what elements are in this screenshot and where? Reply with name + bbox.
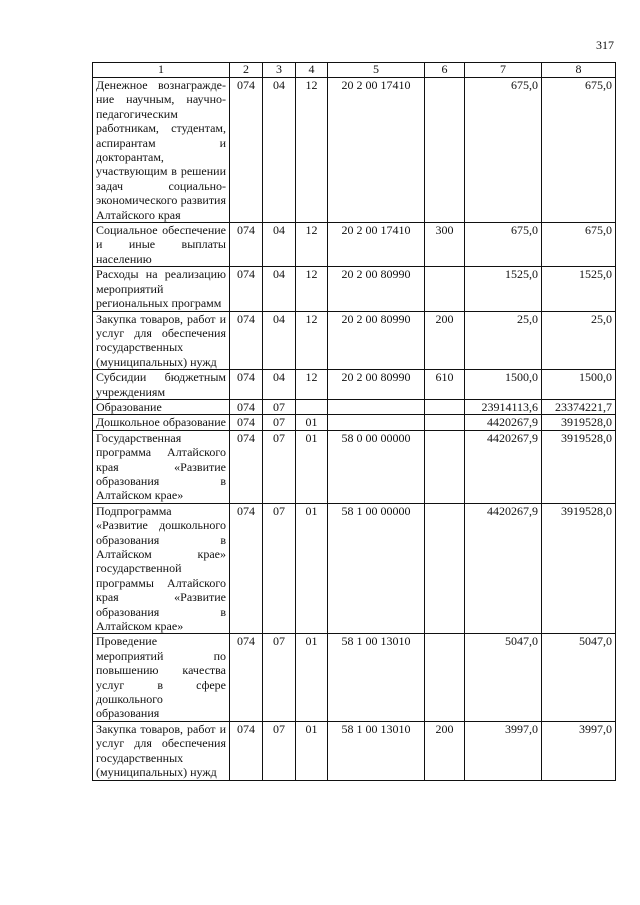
amount-year-2: 3919528,0 bbox=[542, 415, 616, 430]
page-number: 317 bbox=[596, 38, 614, 52]
target-article-code: 20 2 00 17410 bbox=[328, 78, 425, 223]
amount-year-2: 675,0 bbox=[542, 78, 616, 223]
column-header: 3 bbox=[263, 63, 296, 78]
expense-type-code bbox=[425, 399, 465, 414]
column-header: 7 bbox=[465, 63, 542, 78]
table-row bbox=[93, 267, 616, 311]
amount-year-1: 675,0 bbox=[465, 78, 542, 223]
target-article-code: 58 0 00 00000 bbox=[328, 430, 425, 503]
target-article-code: 58 1 00 13010 bbox=[328, 721, 425, 780]
amount-year-2: 3997,0 bbox=[542, 721, 616, 780]
section-code: 07 bbox=[263, 503, 296, 634]
expense-type-code bbox=[425, 415, 465, 430]
expense-type-code: 610 bbox=[425, 370, 465, 400]
amount-year-1: 4420267,9 bbox=[465, 503, 542, 634]
table-row bbox=[93, 399, 616, 414]
target-article-code bbox=[328, 399, 425, 414]
section-code: 07 bbox=[263, 399, 296, 414]
column-header: 4 bbox=[296, 63, 328, 78]
section-code: 07 bbox=[263, 430, 296, 503]
ministry-code: 074 bbox=[230, 78, 263, 223]
amount-year-1: 4420267,9 bbox=[465, 415, 542, 430]
item-name: Подпрограмма «Развитие дошкольного образования в Алтайском крае» государственной программы Алтайского края «Развитие образования в Алтайском крае» bbox=[93, 503, 230, 634]
item-name: Образование bbox=[93, 399, 230, 414]
ministry-code: 074 bbox=[230, 311, 263, 370]
column-header: 1 bbox=[93, 63, 230, 78]
section-code: 07 bbox=[263, 634, 296, 721]
ministry-code: 074 bbox=[230, 415, 263, 430]
target-article-code bbox=[328, 415, 425, 430]
target-article-code: 20 2 00 80990 bbox=[328, 311, 425, 370]
subsection-code: 01 bbox=[296, 721, 328, 780]
amount-year-1: 5047,0 bbox=[465, 634, 542, 721]
target-article-code: 58 1 00 13010 bbox=[328, 634, 425, 721]
item-name: Субсидии бюджетным учреждениям bbox=[93, 370, 230, 400]
amount-year-2: 25,0 bbox=[542, 311, 616, 370]
budget-table bbox=[92, 62, 616, 781]
section-code: 04 bbox=[263, 311, 296, 370]
column-header: 5 bbox=[328, 63, 425, 78]
table-row bbox=[93, 415, 616, 430]
subsection-code: 12 bbox=[296, 311, 328, 370]
ministry-code: 074 bbox=[230, 399, 263, 414]
amount-year-2: 675,0 bbox=[542, 223, 616, 267]
section-code: 04 bbox=[263, 267, 296, 311]
expense-type-code bbox=[425, 430, 465, 503]
amount-year-2: 1500,0 bbox=[542, 370, 616, 400]
item-name: Дошкольное образование bbox=[93, 415, 230, 430]
amount-year-2: 3919528,0 bbox=[542, 430, 616, 503]
table-row bbox=[93, 634, 616, 721]
table-row bbox=[93, 503, 616, 634]
amount-year-1: 4420267,9 bbox=[465, 430, 542, 503]
table-row bbox=[93, 370, 616, 400]
expense-type-code bbox=[425, 267, 465, 311]
section-code: 04 bbox=[263, 370, 296, 400]
expense-type-code: 300 bbox=[425, 223, 465, 267]
item-name: Денежное вознаграждение научным, научно-педагогическим работникам, студентам, аспирантам и докторантам, участвующим в решении задач социально-экономического развития Алтайского края bbox=[93, 78, 230, 223]
column-header: 2 bbox=[230, 63, 263, 78]
amount-year-2: 1525,0 bbox=[542, 267, 616, 311]
ministry-code: 074 bbox=[230, 721, 263, 780]
subsection-code: 01 bbox=[296, 503, 328, 634]
amount-year-1: 1525,0 bbox=[465, 267, 542, 311]
item-name: Закупка товаров, работ и услуг для обеспечения государственных (муниципальных) нужд bbox=[93, 721, 230, 780]
table-row bbox=[93, 721, 616, 780]
target-article-code: 58 1 00 00000 bbox=[328, 503, 425, 634]
item-name: Государственная программа Алтайского края «Развитие образования в Алтайском крае» bbox=[93, 430, 230, 503]
section-code: 04 bbox=[263, 223, 296, 267]
table-row bbox=[93, 311, 616, 370]
item-name: Закупка товаров, работ и услуг для обеспечения государственных (муниципальных) нужд bbox=[93, 311, 230, 370]
expense-type-code bbox=[425, 634, 465, 721]
expense-type-code: 200 bbox=[425, 311, 465, 370]
amount-year-2: 3919528,0 bbox=[542, 503, 616, 634]
subsection-code: 12 bbox=[296, 370, 328, 400]
ministry-code: 074 bbox=[230, 267, 263, 311]
ministry-code: 074 bbox=[230, 503, 263, 634]
table-row bbox=[93, 78, 616, 223]
amount-year-1: 1500,0 bbox=[465, 370, 542, 400]
table-row bbox=[93, 223, 616, 267]
column-header: 6 bbox=[425, 63, 465, 78]
section-code: 04 bbox=[263, 78, 296, 223]
amount-year-1: 25,0 bbox=[465, 311, 542, 370]
target-article-code: 20 2 00 80990 bbox=[328, 267, 425, 311]
expense-type-code bbox=[425, 78, 465, 223]
amount-year-2: 5047,0 bbox=[542, 634, 616, 721]
subsection-code bbox=[296, 399, 328, 414]
target-article-code: 20 2 00 17410 bbox=[328, 223, 425, 267]
header-row bbox=[93, 63, 616, 78]
subsection-code: 12 bbox=[296, 223, 328, 267]
ministry-code: 074 bbox=[230, 223, 263, 267]
subsection-code: 01 bbox=[296, 634, 328, 721]
amount-year-1: 675,0 bbox=[465, 223, 542, 267]
ministry-code: 074 bbox=[230, 634, 263, 721]
subsection-code: 01 bbox=[296, 415, 328, 430]
subsection-code: 01 bbox=[296, 430, 328, 503]
expense-type-code bbox=[425, 503, 465, 634]
subsection-code: 12 bbox=[296, 78, 328, 223]
item-name: Проведение мероприятий по повышению качества услуг в сфере дошкольного образования bbox=[93, 634, 230, 721]
column-header: 8 bbox=[542, 63, 616, 78]
item-name: Социальное обеспечение и иные выплаты населению bbox=[93, 223, 230, 267]
expense-type-code: 200 bbox=[425, 721, 465, 780]
item-name: Расходы на реализацию мероприятий региональных программ bbox=[93, 267, 230, 311]
ministry-code: 074 bbox=[230, 370, 263, 400]
amount-year-1: 3997,0 bbox=[465, 721, 542, 780]
ministry-code: 074 bbox=[230, 430, 263, 503]
target-article-code: 20 2 00 80990 bbox=[328, 370, 425, 400]
section-code: 07 bbox=[263, 721, 296, 780]
amount-year-2: 23374221,7 bbox=[542, 399, 616, 414]
section-code: 07 bbox=[263, 415, 296, 430]
subsection-code: 12 bbox=[296, 267, 328, 311]
amount-year-1: 23914113,6 bbox=[465, 399, 542, 414]
table-row bbox=[93, 430, 616, 503]
